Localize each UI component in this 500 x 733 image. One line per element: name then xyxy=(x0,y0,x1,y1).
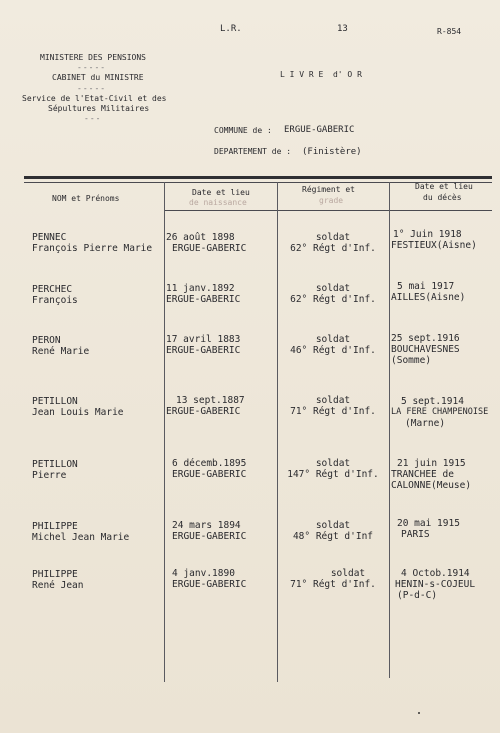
column-header-name: NOM et Prénoms xyxy=(52,194,120,203)
table-row-7-name xyxy=(32,569,83,591)
table-row-6-regiment xyxy=(277,520,389,542)
reference-number: R-854 xyxy=(437,27,462,36)
death-date: 1° Juin 1918 xyxy=(393,229,462,240)
table-row-3-name xyxy=(32,335,89,357)
table-top-rule xyxy=(24,176,492,179)
grade: soldat xyxy=(315,334,351,345)
paper-speck xyxy=(418,712,420,714)
table-row-6-death xyxy=(391,518,460,540)
surname: PETILLON xyxy=(32,459,78,470)
surname: PHILIPPE xyxy=(32,521,78,532)
table-row-3-regiment xyxy=(277,334,389,356)
column-header-death-2: du décès xyxy=(423,193,462,202)
death-date: 4 Octob.1914 xyxy=(401,568,470,579)
given-names: René Marie xyxy=(32,346,90,357)
birth-date: 11 janv.1892 xyxy=(166,283,235,294)
grade: soldat xyxy=(330,568,366,579)
service-line-2: Sépultures Militaires xyxy=(48,104,150,113)
death-place: HENIN-s-COJEUL xyxy=(395,579,476,590)
column-divider-1 xyxy=(164,182,165,682)
table-row-7-birth xyxy=(166,568,246,590)
table-row-2-birth xyxy=(166,283,240,305)
header-bottom-rule xyxy=(164,210,492,211)
table-row-2-death xyxy=(391,281,465,303)
regiment: 71° Régt d'Inf. xyxy=(290,406,376,417)
birth-date: 24 mars 1894 xyxy=(172,520,241,531)
column-divider-3 xyxy=(389,182,390,678)
regiment: 71° Régt d'Inf. xyxy=(290,579,376,590)
death-place: FESTIEUX(Aisne) xyxy=(391,240,477,251)
given-names: François Pierre Marie xyxy=(32,243,153,254)
table-row-5-death xyxy=(391,458,471,491)
ministry-name: MINISTERE DES PENSIONS xyxy=(40,53,146,62)
grade: soldat xyxy=(315,458,351,469)
given-names: René Jean xyxy=(32,580,84,591)
birth-date: 6 décemb.1895 xyxy=(172,458,247,469)
departement-label: DEPARTEMENT de : xyxy=(214,147,292,156)
death-place: AILLES(Aisne) xyxy=(391,292,466,303)
table-row-4-death xyxy=(391,396,488,429)
column-header-regiment-2: grade xyxy=(319,196,344,205)
birth-place: ERGUE-GABERIC xyxy=(172,469,247,480)
given-names: Pierre xyxy=(32,470,67,481)
given-names: Michel Jean Marie xyxy=(32,532,130,543)
table-row-4-regiment xyxy=(277,395,389,417)
birth-place: ERGUE-GABERIC xyxy=(172,579,247,590)
table-row-5-name xyxy=(32,459,78,481)
grade: soldat xyxy=(315,283,351,294)
cabinet-name: CABINET du MINISTRE xyxy=(52,73,144,82)
commune-value: ERGUE-GABERIC xyxy=(284,125,355,135)
birth-place: ERGUE-GABERIC xyxy=(172,243,247,254)
death-place-2: (Marne) xyxy=(405,418,446,429)
birth-date: 17 avril 1883 xyxy=(166,334,241,345)
death-place-2: (P-d-C) xyxy=(397,590,438,601)
service-line-1: Service de l'Etat-Civil et des xyxy=(22,94,167,103)
death-place-2: (Somme) xyxy=(391,355,432,366)
cabinet-dash: ----- xyxy=(77,84,107,93)
table-row-1-death xyxy=(391,229,477,251)
regiment: 147° Régt d'Inf. xyxy=(287,469,379,480)
death-date: 25 sept.1916 xyxy=(391,333,460,344)
ministry-dash: ----- xyxy=(77,63,107,72)
surname: PENNEC xyxy=(32,232,67,243)
table-row-6-name xyxy=(32,521,129,543)
birth-place: ERGUE-GABERIC xyxy=(166,406,241,417)
column-header-birth-1: Date et lieu xyxy=(192,188,250,197)
table-row-4-birth xyxy=(166,395,245,417)
column-header-death-1: Date et lieu xyxy=(415,182,473,191)
table-row-1-name xyxy=(32,232,152,254)
header-top-left: L.R. xyxy=(220,24,242,34)
table-row-4-name xyxy=(32,396,124,418)
death-place: LA FERE CHAMPENOISE xyxy=(391,407,489,417)
grade: soldat xyxy=(315,395,351,406)
regiment: 62° Régt d'Inf. xyxy=(290,243,376,254)
column-header-birth-2: de naissance xyxy=(189,198,247,207)
given-names: Jean Louis Marie xyxy=(32,407,124,418)
death-date: 5 mai 1917 xyxy=(397,281,455,292)
service-dash: --- xyxy=(84,114,102,123)
surname: PHILIPPE xyxy=(32,569,78,580)
surname: PETILLON xyxy=(32,396,78,407)
page-number: 13 xyxy=(337,24,348,34)
death-place: PARIS xyxy=(401,529,430,540)
death-place: BOUCHAVESNES xyxy=(391,344,460,355)
table-row-3-birth xyxy=(166,334,240,356)
commune-label: COMMUNE de : xyxy=(214,126,272,135)
birth-place: ERGUE-GABERIC xyxy=(172,531,247,542)
birth-date: 13 sept.1887 xyxy=(176,395,245,406)
table-row-2-name xyxy=(32,284,78,306)
table-row-1-birth xyxy=(166,232,246,254)
table-row-5-regiment xyxy=(277,458,389,480)
death-place: TRANCHEE de xyxy=(391,469,454,480)
death-date: 21 juin 1915 xyxy=(397,458,466,469)
grade: soldat xyxy=(315,520,351,531)
given-names: François xyxy=(32,295,78,306)
surname: PERCHEC xyxy=(32,284,73,295)
birth-place: ERGUE-GABERIC xyxy=(166,345,241,356)
table-row-2-regiment xyxy=(277,283,389,305)
birth-date: 4 janv.1890 xyxy=(172,568,235,579)
regiment: 46° Régt d'Inf. xyxy=(290,345,376,356)
death-date: 20 mai 1915 xyxy=(397,518,460,529)
table-row-3-death xyxy=(391,333,460,366)
table-row-7-death xyxy=(391,568,475,601)
regiment: 48° Régt d'Inf xyxy=(292,531,374,542)
death-date: 5 sept.1914 xyxy=(401,396,464,407)
table-row-6-birth xyxy=(166,520,246,542)
birth-date: 26 août 1898 xyxy=(166,232,235,243)
birth-place: ERGUE-GABERIC xyxy=(166,294,241,305)
table-row-5-birth xyxy=(166,458,246,480)
grade: soldat xyxy=(315,232,351,243)
column-header-regiment-1: Régiment et xyxy=(302,185,355,194)
death-place-2: CALONNE(Meuse) xyxy=(391,480,472,491)
column-divider-2 xyxy=(277,182,278,682)
table-row-7-regiment xyxy=(277,568,389,590)
book-title: L I V R E d' O R xyxy=(280,70,362,79)
departement-value: (Finistère) xyxy=(302,147,362,157)
surname: PERON xyxy=(32,335,61,346)
regiment: 62° Régt d'Inf. xyxy=(290,294,376,305)
table-row-1-regiment xyxy=(277,232,389,254)
